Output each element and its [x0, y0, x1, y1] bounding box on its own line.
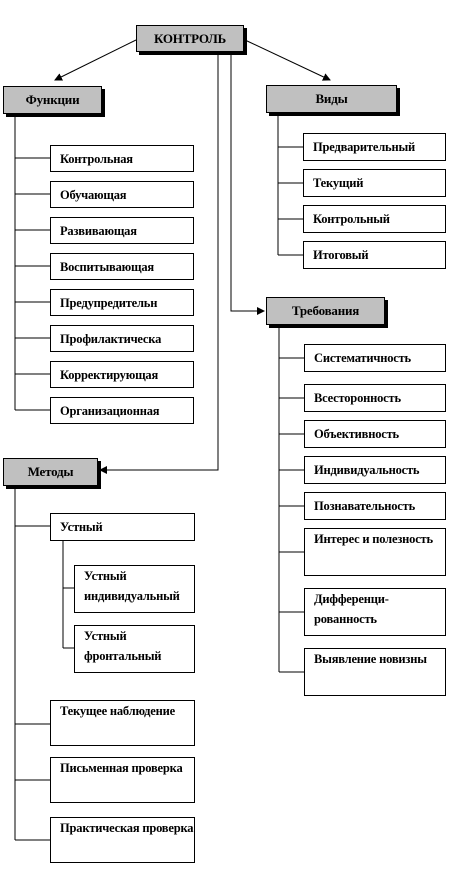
function-item: Обучающая: [50, 181, 194, 208]
function-item: Организационная: [50, 397, 194, 424]
requirement-item: Выявление новизны: [304, 648, 446, 696]
types-header: Виды: [266, 85, 397, 113]
type-item: Итоговый: [303, 241, 446, 269]
function-item: Профилактическа: [50, 325, 194, 352]
method-item: Текущее наблюдение: [50, 700, 195, 746]
methods-header: Методы: [3, 458, 98, 486]
root-node: КОНТРОЛЬ: [136, 25, 244, 52]
type-item: Предварительный: [303, 133, 446, 161]
function-item: Контрольная: [50, 145, 194, 172]
type-item: Контрольный: [303, 205, 446, 233]
requirement-item: Интерес и полезность: [304, 528, 446, 576]
requirement-item: Индивидуальность: [304, 456, 446, 484]
requirement-item: Дифференци-рованность: [304, 588, 446, 636]
functions-header: Функции: [3, 86, 102, 114]
function-item: Воспитывающая: [50, 253, 194, 280]
requirement-item: Познавательность: [304, 492, 446, 520]
method-oral: Устный: [50, 513, 195, 541]
function-item: Предупредительн: [50, 289, 194, 316]
method-oral-sub: Устный индивидуальный: [74, 565, 195, 613]
method-oral-sub: Устный фронтальный: [74, 625, 195, 673]
requirement-item: Всесторонность: [304, 384, 446, 412]
function-item: Корректирующая: [50, 361, 194, 388]
requirement-item: Систематичность: [304, 344, 446, 372]
method-item: Практическая проверка: [50, 817, 195, 863]
requirements-header: Требования: [266, 297, 385, 325]
function-item: Развивающая: [50, 217, 194, 244]
method-item: Письменная проверка: [50, 757, 195, 803]
type-item: Текущий: [303, 169, 446, 197]
requirement-item: Объективность: [304, 420, 446, 448]
